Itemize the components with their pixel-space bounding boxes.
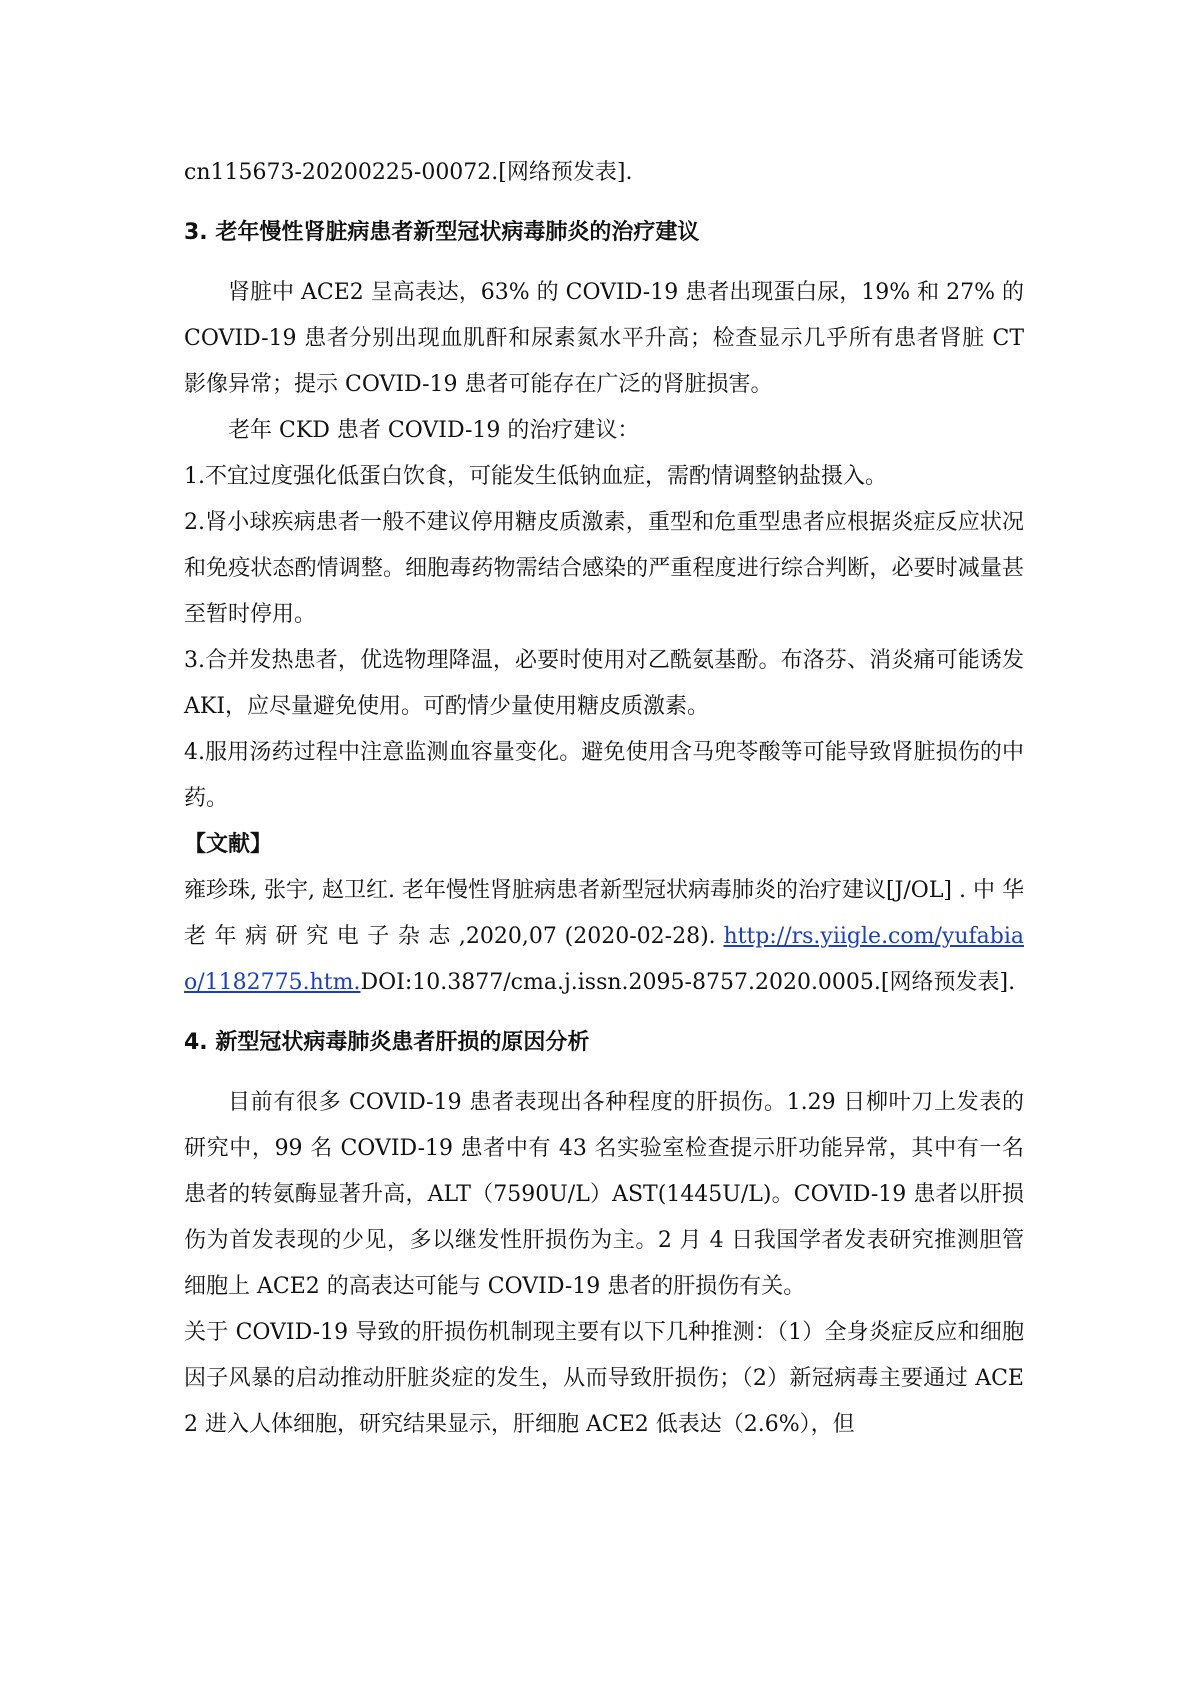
recommendation-item-3: 3.合并发热患者，优选物理降温，必要时使用对乙酰氨基酚。布洛芬、消炎痛可能诱发 AKI，应尽量避免使用。可酌情少量使用糖皮质激素。: [184, 648, 1024, 719]
recommendation-item-1: 1.不宜过度强化低蛋白饮食，可能发生低钠血症，需酌情调整钠盐摄入。: [184, 464, 887, 489]
reference-text: 雍珍珠, 张宇, 赵卫红. 老年慢性肾脏病患者新型冠状病毒肺炎的治疗建议[J/OL] . 中 华 老 年 病 研 究 电 子 杂 志 ,2020,07 (2020-02-28).: [184, 878, 1024, 949]
previous-reference-fragment: cn115673-20200225-00072.[网络预发表].: [184, 160, 633, 185]
section-3-paragraph-2: 老年 CKD 患者 COVID-19 的治疗建议：: [228, 418, 640, 443]
recommendation-item-2: 2.肾小球疾病患者一般不建议停用糖皮质激素，重型和危重型患者应根据炎症反应状况和免疫状态酌情调整。细胞毒药物需结合感染的严重程度进行综合判断，必要时减量甚至暂时停用。: [184, 510, 1024, 627]
section-3-heading: 3. 老年慢性肾脏病患者新型冠状病毒肺炎的治疗建议: [184, 220, 700, 245]
reference-doi: DOI:10.3877/cma.j.issn.2095-8757.2020.0005.[网络预发表].: [360, 970, 1016, 995]
recommendation-item-4: 4.服用汤药过程中注意监测血容量变化。避免使用含马兜苓酸等可能导致肾脏损伤的中药。: [184, 740, 1024, 811]
section-4-paragraph-2: 关于 COVID-19 导致的肝损伤机制现主要有以下几种推测：（1）全身炎症反应和细胞因子风暴的启动推动肝脏炎症的发生，从而导致肝损伤；（2）新冠病毒主要通过 ACE2 进入人体细胞，研究结果显示，肝细胞 ACE2 低表达（2.6%），但: [184, 1320, 1024, 1437]
reference-label: 【文献】: [184, 832, 273, 857]
reference-citation: [184, 868, 1024, 1006]
document-page: [184, 150, 1024, 1448]
reference-link[interactable]: http://rs.yiigle.com/yufabiao/1182775.htm.: [184, 924, 1024, 995]
section-4-paragraph-1: 目前有很多 COVID-19 患者表现出各种程度的肝损伤。1.29 日柳叶刀上发表的研究中，99 名 COVID-19 患者中有 43 名实验室检查提示肝功能异常，其中有一名患者的转氨酶显著升高，ALT（7590U/L）AST(1445U/L)。COVID-19 患者以肝损伤为首发表现的少见，多以继发性肝损伤为主。2 月 4 日我国学者发表研究推测胆管细胞上 ACE2 的高表达可能与 COVID-19 患者的肝损伤有关。: [184, 1090, 1024, 1299]
section-3-paragraph-1: 肾脏中 ACE2 呈高表达，63% 的 COVID-19 患者出现蛋白尿，19% 和 27% 的 COVID-19 患者分别出现血肌酐和尿素氮水平升高；检查显示几乎所有患者肾脏 CT 影像异常；提示 COVID-19 患者可能存在广泛的肾脏损害。: [184, 280, 1024, 397]
section-4-heading: 4. 新型冠状病毒肺炎患者肝损的原因分析: [184, 1030, 590, 1055]
